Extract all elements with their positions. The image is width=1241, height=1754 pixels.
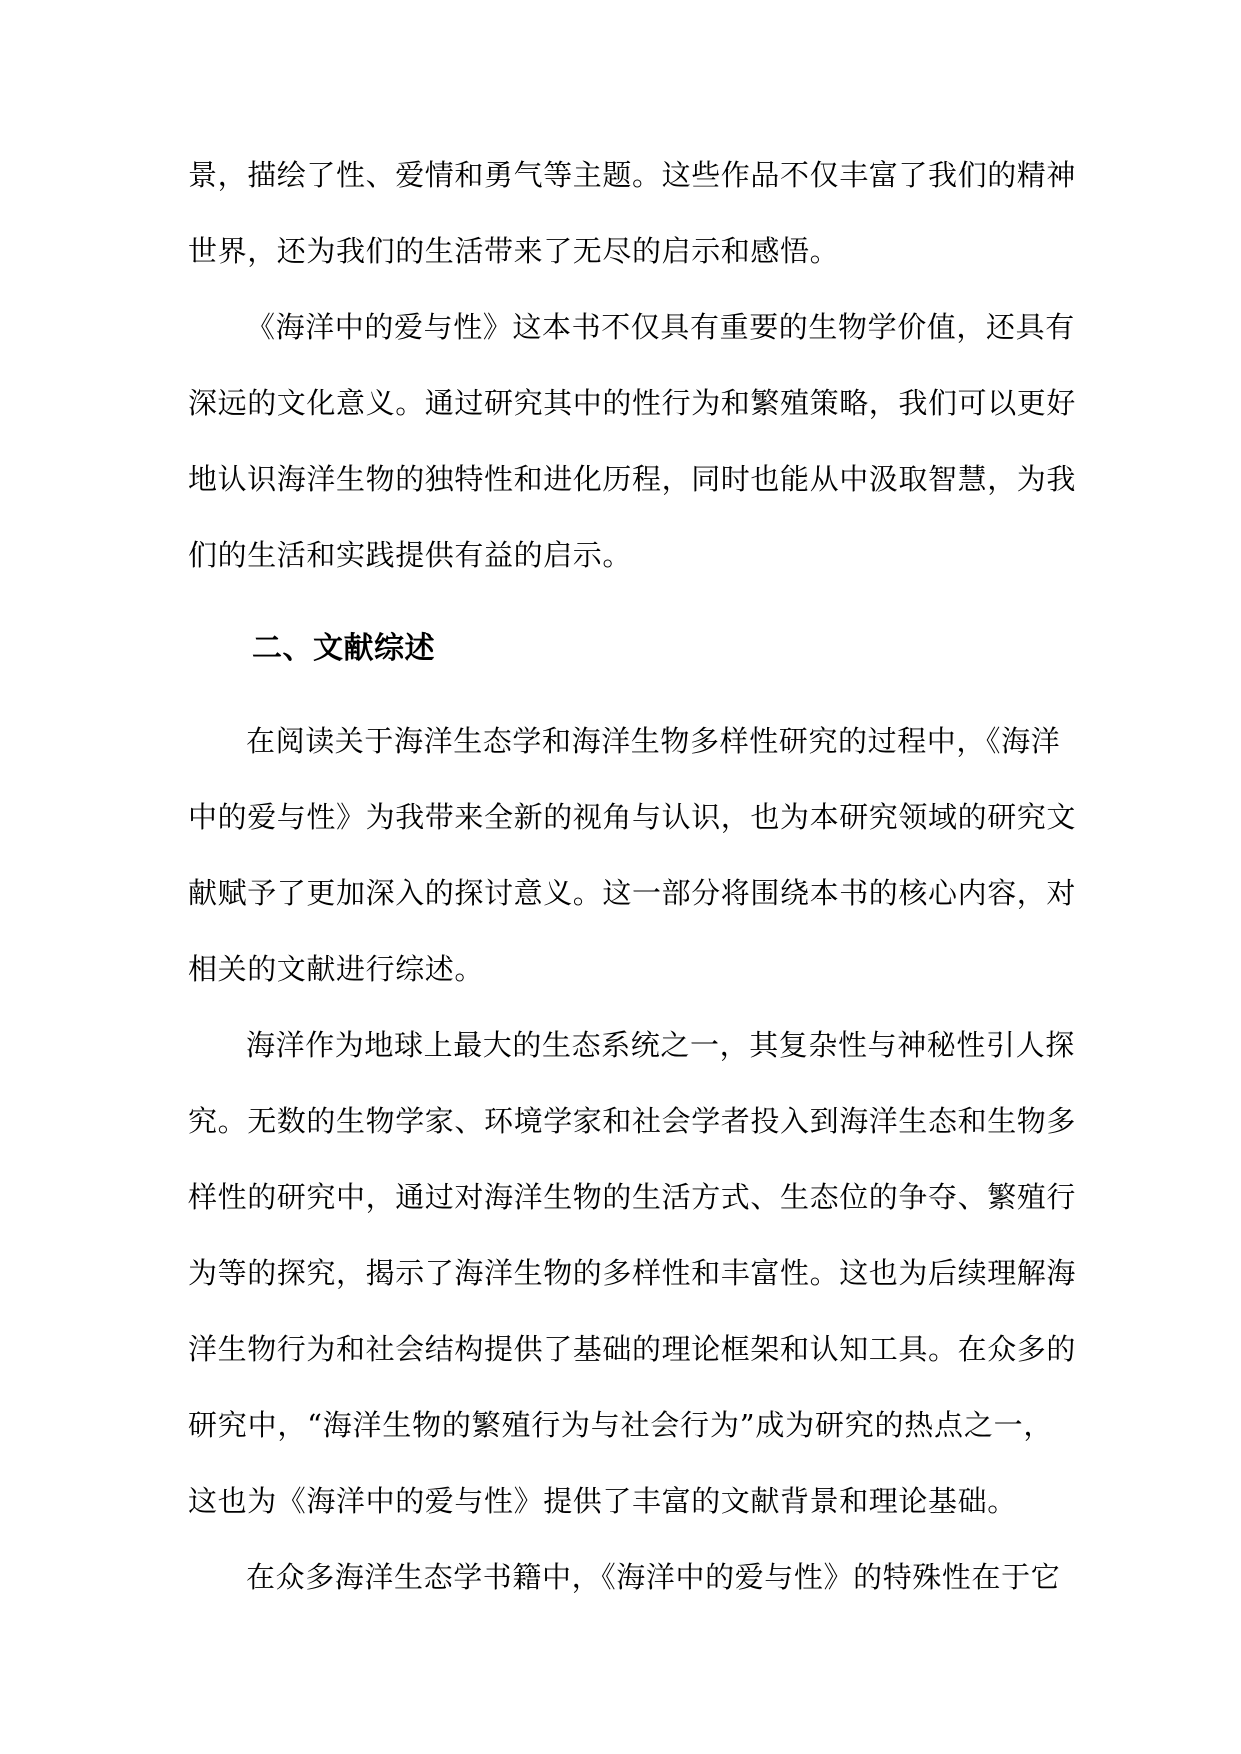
text-line: 世界，还为我们的生活带来了无尽的启示和感悟。 bbox=[188, 234, 840, 268]
text-line: 样性的研究中，通过对海洋生物的生活方式、生态位的争夺、繁殖行 bbox=[188, 1180, 1077, 1214]
text-line: 深远的文化意义。通过研究其中的性行为和繁殖策略，我们可以更好 bbox=[188, 386, 1077, 420]
text-line: 在众多海洋生态学书籍中，《海洋中的爱与性》的特殊性在于它 bbox=[246, 1560, 1061, 1594]
document-body bbox=[188, 145, 1077, 1623]
section-heading: 二、文献综述 bbox=[252, 631, 435, 666]
text-line: 研究中，“海洋生物的繁殖行为与社会行为”成为研究的热点之一， bbox=[188, 1408, 1053, 1442]
text-line: 在阅读关于海洋生态学和海洋生物多样性研究的过程中，《海洋 bbox=[246, 724, 1061, 758]
text-line: 洋生物行为和社会结构提供了基础的理论框架和认知工具。在众多的 bbox=[188, 1332, 1077, 1366]
text-line: 究。无数的生物学家、环境学家和社会学者投入到海洋生态和生物多 bbox=[188, 1104, 1077, 1138]
text-line: 景，描绘了性、爱情和勇气等主题。这些作品不仅丰富了我们的精神 bbox=[188, 158, 1077, 192]
text-line: 为等的探究，揭示了海洋生物的多样性和丰富性。这也为后续理解海 bbox=[188, 1256, 1077, 1290]
text-line: 相关的文献进行综述。 bbox=[188, 952, 485, 986]
text-line: 这也为《海洋中的爱与性》提供了丰富的文献背景和理论基础。 bbox=[188, 1484, 1017, 1518]
text-line: 地认识海洋生物的独特性和进化历程，同时也能从中汲取智慧，为我 bbox=[188, 462, 1077, 496]
text-line: 献赋予了更加深入的探讨意义。这一部分将围绕本书的核心内容，对 bbox=[188, 876, 1077, 910]
text-line: 中的爱与性》为我带来全新的视角与认识，也为本研究领域的研究文 bbox=[188, 800, 1077, 834]
text-line: 海洋作为地球上最大的生态系统之一，其复杂性与神秘性引人探 bbox=[246, 1028, 1075, 1062]
text-line: 们的生活和实践提供有益的启示。 bbox=[188, 538, 633, 572]
text-line: 《海洋中的爱与性》这本书不仅具有重要的生物学价值，还具有 bbox=[246, 310, 1075, 344]
